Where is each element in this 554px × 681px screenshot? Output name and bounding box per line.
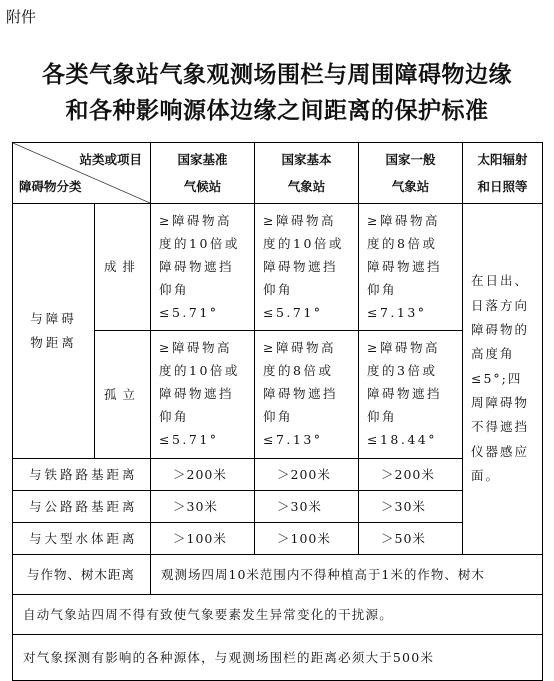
cell-rows-general-weather: ≥障碍物高度的8倍或障碍物遮挡仰角≤7.13° <box>359 204 463 331</box>
header-solar-radiation-sunshine: 太阳辐射 和日照等 <box>463 143 543 204</box>
cell-isolated-basic-weather: ≥障碍物高度的8倍或障碍物遮挡仰角≤7.13° <box>255 331 359 458</box>
row-obstacle-in-rows <box>13 204 543 331</box>
highway-general-weather-value: ＞30米 <box>359 490 463 522</box>
cell-isolated-reference-climate: ≥障碍物高度的10倍或障碍物遮挡仰角≤5.71° <box>151 331 255 458</box>
row-interference-note <box>13 594 543 634</box>
diagonal-header-cell <box>13 143 151 204</box>
railway-basic-weather-value: ＞200米 <box>255 458 359 490</box>
document-title-line-1: 各类气象站气象观测场围栏与周围障碍物边缘 <box>42 61 512 88</box>
row-influence-source-note <box>13 634 543 680</box>
protection-standard-table <box>12 142 543 681</box>
influence-source-distance-note: 对气象探测有影响的各种源体，与观测场围栏的距离必须大于500米 <box>13 634 543 680</box>
arrangement-isolated-label: 孤立 <box>95 331 151 458</box>
water-body-distance-label: 与大型水体距离 <box>13 522 151 554</box>
crop-tree-distance-label: 与作物、树木距离 <box>13 554 151 594</box>
header-station-type-label: 站类或项目 <box>79 152 142 167</box>
document-title-line-2: 和各种影响源体边缘之间距离的保护标准 <box>65 97 489 124</box>
header-obstacle-class-label: 障碍物分类 <box>19 178 82 194</box>
header-row <box>13 143 543 204</box>
railway-general-weather-value: ＞200米 <box>359 458 463 490</box>
water-reference-climate-value: ＞100米 <box>151 522 255 554</box>
arrangement-in-rows-label: 成排 <box>95 204 151 331</box>
obstacle-distance-group-label: 与障碍物距离 <box>13 204 95 459</box>
water-basic-weather-value: ＞100米 <box>255 522 359 554</box>
attachment-label: 附件 <box>6 8 37 26</box>
railway-distance-label: 与铁路路基距离 <box>13 458 151 490</box>
highway-reference-climate-value: ＞30米 <box>151 490 255 522</box>
highway-distance-label: 与公路路基距离 <box>13 490 151 522</box>
highway-basic-weather-value: ＞30米 <box>255 490 359 522</box>
water-general-weather-value: ＞50米 <box>359 522 463 554</box>
cell-solar-radiation-note: 在日出、日落方向障碍物的高度角≤5°;四周障碍物不得遮挡仪器感应面。 <box>463 204 543 555</box>
railway-reference-climate-value: ＞200米 <box>151 458 255 490</box>
cell-rows-basic-weather: ≥障碍物高度的10倍或障碍物遮挡仰角≤5.71° <box>255 204 359 331</box>
interference-source-note: 自动气象站四周不得有致使气象要素发生异常变化的干扰源。 <box>13 594 543 634</box>
row-crop-tree-distance <box>13 554 543 594</box>
cell-isolated-general-weather: ≥障碍物高度的3倍或障碍物遮挡仰角≤18.44° <box>359 331 463 458</box>
header-national-reference-climate-station: 国家基准 气候站 <box>151 143 255 204</box>
header-national-basic-weather-station: 国家基本 气象站 <box>255 143 359 204</box>
cell-rows-reference-climate: ≥障碍物高度的10倍或障碍物遮挡仰角≤5.71° <box>151 204 255 331</box>
crop-tree-distance-rule: 观测场四周10米范围内不得种植高于1米的作物、树木 <box>151 554 543 594</box>
header-national-general-weather-station: 国家一般 气象站 <box>359 143 463 204</box>
